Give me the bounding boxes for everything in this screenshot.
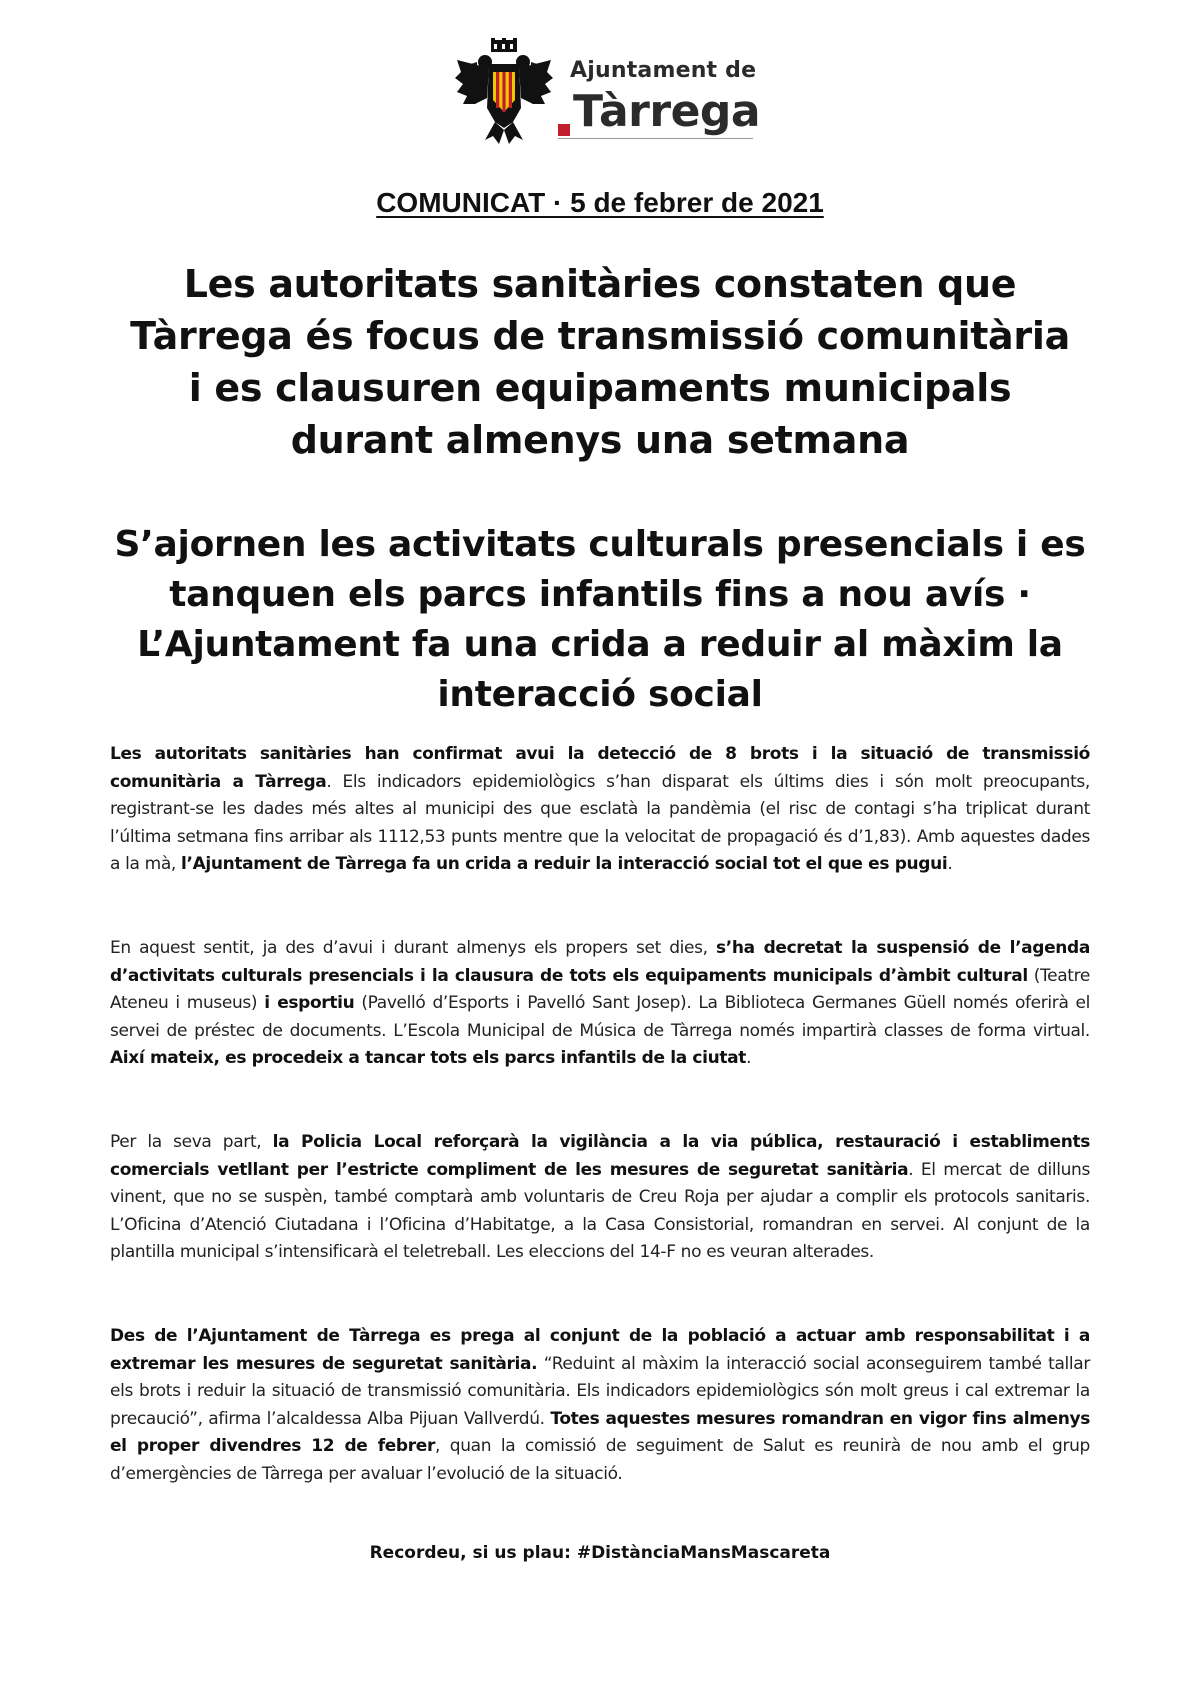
headline-line: Tàrrega és focus de transmissió comunitària (130, 314, 1070, 358)
coat-of-arms-icon (455, 38, 555, 148)
communique-date: COMUNICAT · 5 de febrer de 2021 (376, 187, 824, 218)
headline-line: i es clausuren equipaments municipals (188, 366, 1012, 410)
municipal-logo (455, 38, 761, 148)
body-paragraph-2: En aquest sentit, ja des d’avui i durant almenys els propers set dies, s’ha decretat la suspensió de l’agenda d’activitats culturals presencials i la clausura de tots els equipaments municipals d’àmbit cultural (Teatre Ateneu i museus) i esportiu (Pavelló d’Esports i Pavelló Sant Josep). La Biblioteca Germanes Güell només oferirà el servei de préstec de documents. L’Escola Municipal de Música de Tàrrega només impartirà classes de forma virtual. Així mateix, es procedeix a tancar tots els parcs infantils de la ciutat. (110, 938, 1090, 1068)
logo-red-square (558, 124, 570, 136)
subheadline-line: S’ajornen les activitats culturals presencials i es (114, 524, 1086, 565)
headline-line: durant almenys una setmana (290, 418, 910, 462)
subheadline (80, 520, 1120, 720)
headline-line: Les autoritats sanitàries constaten que (183, 262, 1017, 306)
body-paragraph-3: Per la seva part, la Policia Local reforçarà la vigilància a la via pública, restauració i establiments comercials vetllant per l’estricte compliment de les mesures de seguretat sanitària. El mercat de dilluns vinent, que no se suspèn, també comptarà amb voluntaris de Creu Roja per ajudar a complir els protocols sanitaris. L’Oficina d’Atenció Ciutadana i l’Oficina d’Habitatge, a la Casa Consistorial, romandran en servei. Al conjunt de la plantilla municipal s’intensificarà el teletreball. Les eleccions del 14-F no es veuran alterades. (110, 1132, 1090, 1262)
subheadline-line: tanquen els parcs infantils fins a nou avís · (169, 574, 1031, 615)
headline (80, 258, 1120, 466)
subheadline-line: interacció social (437, 674, 763, 715)
closing-hashtag-line: Recordeu, si us plau: #DistànciaMansMascareta (369, 1543, 831, 1563)
logo-line-2: Tàrrega (573, 86, 761, 137)
logo-underline (558, 138, 753, 139)
body-paragraph-1: Les autoritats sanitàries han confirmat avui la detecció de 8 brots i la situació de transmissió comunitària a Tàrrega. Els indicadors epidemiològics s’han disparat els últims dies i són molt preocupants, registrant-se les dades més altes al municipi des que esclatà la pandèmia (el risc de contagi s’ha triplicat durant l’última setmana fins arribar als 1112,53 punts mentre que la velocitat de propagació és d’1,83). Amb aquestes dades a la mà, l’Ajuntament de Tàrrega fa un crida a reduir la interacció social tot el que es pugui. (110, 744, 1090, 874)
body-paragraph-4: Des de l’Ajuntament de Tàrrega es prega al conjunt de la població a actuar amb responsabilitat i a extremar les mesures de seguretat sanitària. “Reduint al màxim la interacció social aconseguirem també tallar els brots i reduir la situació de transmissió comunitària. Els indicadors epidemiològics són molt greus i cal extremar la precaució”, afirma l’alcaldessa Alba Pijuan Vallverdú. Totes aquestes mesures romandran en vigor fins almenys el proper divendres 12 de febrer, quan la comissió de seguiment de Salut es reunirà de nou amb el grup d’emergències de Tàrrega per avaluar l’evolució de la situació. (110, 1326, 1090, 1484)
subheadline-line: L’Ajuntament fa una crida a reduir al màxim la (137, 624, 1063, 665)
logo-line-1: Ajuntament de (570, 58, 757, 83)
